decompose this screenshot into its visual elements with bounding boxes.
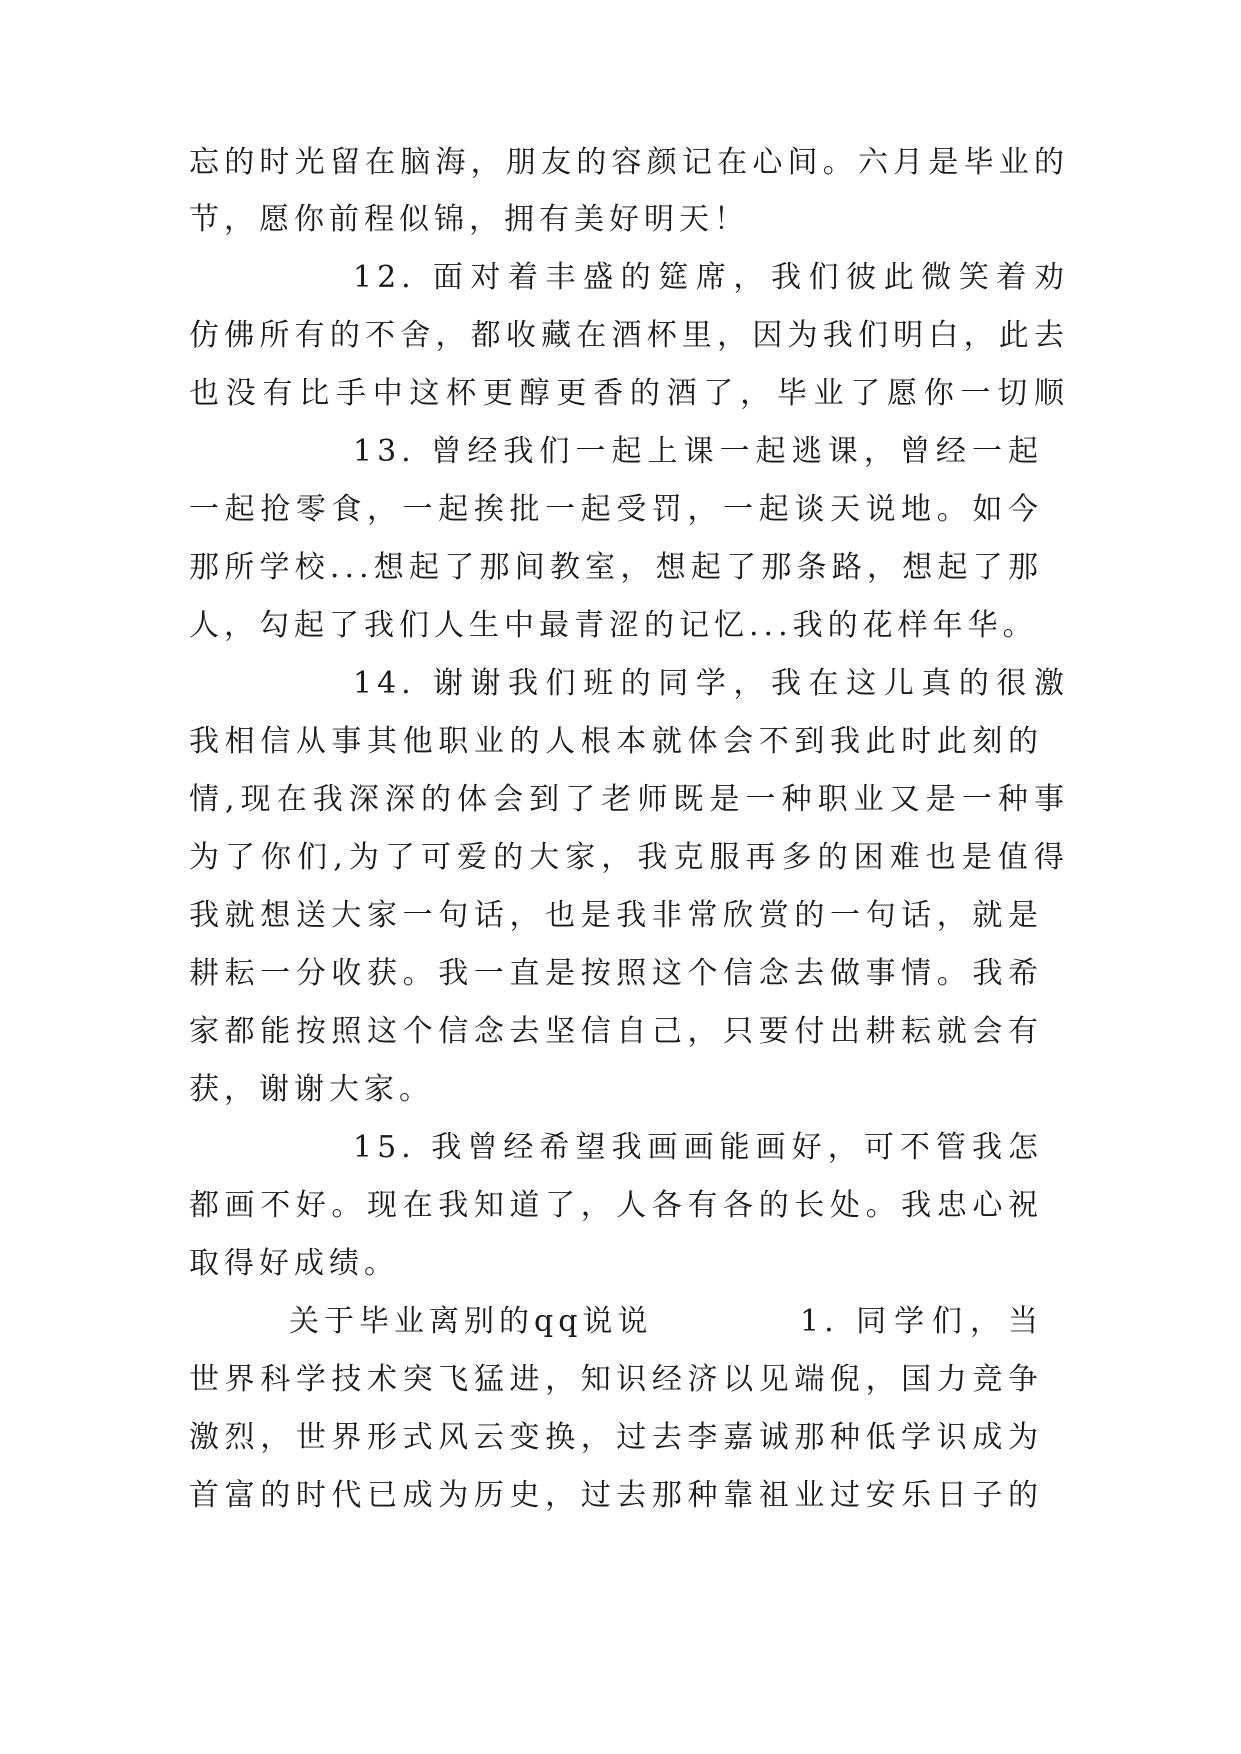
paragraph-line: 耕耘一分收获。我一直是按照这个信念去做事情。我希	[189, 956, 1043, 991]
paragraph-line: 获，谢谢大家。	[189, 1072, 434, 1107]
paragraph-line: 家都能按照这个信念去坚信自己，只要付出耕耘就会有	[189, 1014, 1043, 1049]
paragraph-line: 那所学校...想起了那间教室，想起了那条路，想起了那	[189, 550, 1043, 585]
paragraph-line: 我相信从事其他职业的人根本就体会不到我此时此刻的	[189, 724, 1043, 759]
item-14-first-line: 14. 谢谢我们班的同学，我在这儿真的很激	[353, 666, 1069, 701]
paragraph-line: 都画不好。现在我知道了，人各有各的长处。我忠心祝	[189, 1188, 1043, 1223]
paragraph-line: 节，愿你前程似锦，拥有美好明天！	[189, 202, 749, 237]
paragraph-line: 取得好成绩。	[189, 1246, 399, 1281]
paragraph-line: 为了你们,为了可爱的大家，我克服再多的困难也是值得	[189, 840, 1069, 875]
paragraph-line: 世界科学技术突飞猛进，知识经济以见端倪，国力竞争	[189, 1362, 1043, 1397]
paragraph-line: 首富的时代已成为历史，过去那种靠祖业过安乐日子的	[189, 1478, 1043, 1513]
paragraph-line: 忘的时光留在脑海，朋友的容颜记在心间。六月是毕业的	[189, 145, 1069, 180]
paragraph-line: 我就想送大家一句话，也是我非常欣赏的一句话，就是	[189, 898, 1043, 933]
item-1-first-line: 1. 同学们，当	[800, 1304, 1043, 1339]
paragraph-line: 一起抢零食，一起挨批一起受罚，一起谈天说地。如今	[189, 492, 1043, 527]
section-heading: 关于毕业离别的qq说说	[289, 1304, 653, 1339]
item-13-first-line: 13. 曾经我们一起上课一起逃课，曾经一起	[353, 434, 1043, 469]
item-12-first-line: 12. 面对着丰盛的筵席，我们彼此微笑着劝	[353, 260, 1069, 295]
paragraph-line: 仿佛所有的不舍，都收藏在酒杯里，因为我们明白，此去	[189, 318, 1069, 353]
paragraph-line: 情,现在我深深的体会到了老师既是一种职业又是一种事	[189, 782, 1069, 817]
paragraph-line: 激烈，世界形式风云变换，过去李嘉诚那种低学识成为	[189, 1420, 1043, 1455]
paragraph-line: 也没有比手中这杯更醇更香的酒了，毕业了愿你一切顺	[189, 376, 1069, 411]
paragraph-line: 人，勾起了我们人生中最青涩的记忆...我的花样年华。	[189, 608, 1038, 643]
item-15-first-line: 15. 我曾经希望我画画能画好，可不管我怎	[353, 1130, 1043, 1165]
